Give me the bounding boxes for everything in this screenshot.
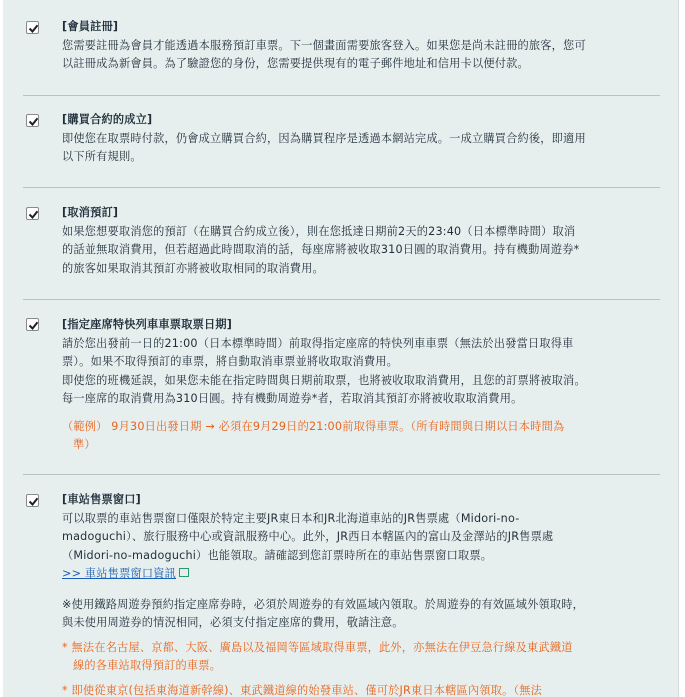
- station-ticket-window-checkbox[interactable]: [26, 494, 39, 507]
- section-text-line: 的話並無取消費用，但若超過此時間取消的話，每座席將被收取310日圓的取消費用。持有機動周遊券*: [62, 243, 580, 256]
- section-text-line: 可以取票的車站售票窗口僅限於特定主要JR東日本和JR北海道車站的JR售票處（Midori-no-: [62, 511, 520, 525]
- section-text-line: 即使您的班機延誤，如果您未能在指定時間與日期前取票，也將被收取取消費用，且您的訂票將被取消。: [62, 373, 586, 387]
- section-text-line: 請於您出發前一日的21:00（日本標準時間）前取得指定座席的特快列車車票（無法於出發當日取得車: [62, 336, 574, 350]
- section-text-line: （Midori-no-madoguchi）也能領取。請確認到您訂票時所在的車站售票窗口取票。: [62, 548, 493, 562]
- ticket-window-info-link[interactable]: >> 車站售票窗口資訊: [62, 567, 177, 580]
- divider: [23, 299, 660, 300]
- check-icon: [27, 22, 40, 35]
- member-registration-checkbox[interactable]: [26, 21, 39, 34]
- warning-line: 線的各車站取得預訂的車票。: [73, 659, 222, 672]
- section-text-line: madoguchi）、旅行服務中心或資訊服務中心。此外，JR西日本轄區內的富山及金澤站的JR售票處: [62, 530, 554, 543]
- section-text-line: 您需要註冊為會員才能透過本服務預訂車票。下一個畫面需要旅客登入。如果您是尚未註冊的旅客，您可: [62, 38, 586, 52]
- railpass-note-line: 與未使用周遊券的情況相同，必須支付指定座席的費用，敬請注意。: [62, 616, 404, 629]
- divider: [23, 187, 660, 188]
- section-text-line: 的旅客如果取消其預訂亦將被收取相同的取消費用。: [62, 261, 324, 275]
- purchase-contract-checkbox[interactable]: [26, 114, 39, 127]
- ticket-pickup-date-checkbox[interactable]: [26, 318, 39, 331]
- section-title: [購買合約的成立]: [62, 113, 153, 126]
- section-text-line: 即使您在取票時付款，仍會成立購買合約，因為購買程序是透過本網站完成。一成立購買合約後，即適用: [62, 131, 586, 145]
- divider: [23, 474, 660, 475]
- section-text-line: 如果您想要取消您的預訂（在購買合約成立後），則在您抵達日期前2天的23:40（日本標準時間）取消: [62, 224, 576, 238]
- section-text-line: 以註冊成為新會員。為了驗證您的身份，您需要提供現有的電子郵件地址和信用卡以便付款。: [62, 57, 529, 70]
- divider: [23, 95, 660, 96]
- warning-line: * 即使從東京(包括東海道新幹線)、東武鐵道線的始發車站、僅可於JR東日本轄區內領取。（無法: [62, 683, 543, 697]
- check-icon: [27, 495, 40, 508]
- section-text-line: 以下所有規則。: [62, 150, 142, 163]
- section-title: [指定座席特快列車車票取票日期]: [62, 318, 233, 331]
- section-title: [取消預訂]: [62, 206, 119, 219]
- section-title: [會員註冊]: [62, 20, 119, 33]
- section-title: [車站售票窗口]: [62, 493, 141, 506]
- example-note-line: 準）: [73, 438, 96, 451]
- external-link-icon: [179, 568, 189, 577]
- check-icon: [27, 319, 40, 332]
- section-text-line: 票）。如果不取得預訂的車票，將自動取消車票並將收取取消費用。: [62, 355, 399, 368]
- warning-line: * 無法在名古屋、京都、大阪、廣島以及福岡等區域取得車票，此外，亦無法在伊豆急行線及東武鐵道: [62, 640, 573, 654]
- section-text-line: 每一座席的取消費用為310日圓。持有機動周遊券*者，若取消其預訂亦將被收取取消費用。: [62, 392, 523, 405]
- cancel-reservation-checkbox[interactable]: [26, 207, 39, 220]
- railpass-note-line: ※使用鐵路周遊券預約指定座席券時，必須於周遊券的有效區域內領取。於周遊券的有效區域外領取時，: [62, 597, 585, 611]
- example-note-line: （範例） 9月30日出發日期 → 必須在9月29日的21:00前取得車票。（所有時間與日期以日本時間為: [62, 419, 565, 433]
- terms-panel: [3, 0, 679, 697]
- check-icon: [27, 115, 40, 128]
- check-icon: [27, 208, 40, 221]
